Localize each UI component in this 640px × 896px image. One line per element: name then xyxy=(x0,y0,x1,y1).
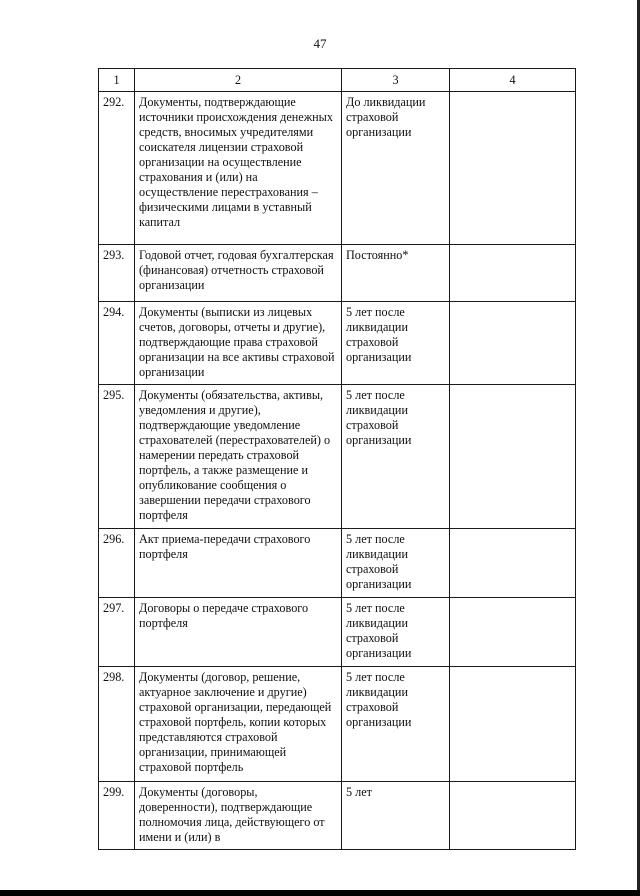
records-table xyxy=(98,68,576,850)
document-name: Документы (договоры, доверенности), подтверждающие полномочия лица, действующего от имени и (или) в xyxy=(135,782,342,850)
notes-cell xyxy=(450,245,576,302)
scan-edge-bottom xyxy=(0,890,640,896)
table-row xyxy=(99,782,576,850)
table-row xyxy=(99,385,576,529)
retention-term: 5 лет после ликвидации страховой организации xyxy=(342,598,450,667)
column-header-1: 1 xyxy=(99,69,135,92)
row-number: 296. xyxy=(99,529,135,598)
document-name: Документы, подтверждающие источники происхождения денежных средств, вносимых учредителями соискателя лицензии страховой организации на осуществление страхования и (или) на осуществление перестрахования – физическими лицами в уставный капитал xyxy=(135,92,342,245)
table-row xyxy=(99,667,576,782)
document-name: Документы (обязательства, активы, уведомления и другие), подтверждающие уведомление страхователей (перестрахователей) о намерении передать страховой портфель, а также размещение и опубликование сообщения о завершении передачи страхового портфеля xyxy=(135,385,342,529)
notes-cell xyxy=(450,92,576,245)
column-header-4: 4 xyxy=(450,69,576,92)
table-row xyxy=(99,302,576,385)
row-number: 298. xyxy=(99,667,135,782)
table-row xyxy=(99,598,576,667)
document-name: Акт приема-передачи страхового портфеля xyxy=(135,529,342,598)
table-header-row xyxy=(99,69,576,92)
table-row xyxy=(99,245,576,302)
row-number: 294. xyxy=(99,302,135,385)
notes-cell xyxy=(450,529,576,598)
table-row xyxy=(99,92,576,245)
document-name: Годовой отчет, годовая бухгалтерская (финансовая) отчетность страховой организации xyxy=(135,245,342,302)
notes-cell xyxy=(450,782,576,850)
notes-cell xyxy=(450,667,576,782)
notes-cell xyxy=(450,302,576,385)
row-number: 292. xyxy=(99,92,135,245)
row-number: 293. xyxy=(99,245,135,302)
notes-cell xyxy=(450,598,576,667)
row-number: 295. xyxy=(99,385,135,529)
column-header-3: 3 xyxy=(342,69,450,92)
column-header-2: 2 xyxy=(135,69,342,92)
document-name: Договоры о передаче страхового портфеля xyxy=(135,598,342,667)
table-row xyxy=(99,529,576,598)
retention-term: 5 лет после ликвидации страховой организации xyxy=(342,667,450,782)
document-name: Документы (выписки из лицевых счетов, договоры, отчеты и другие), подтверждающие права страховой организации на все активы страховой организации xyxy=(135,302,342,385)
row-number: 299. xyxy=(99,782,135,850)
retention-term: 5 лет xyxy=(342,782,450,850)
retention-term: 5 лет после ликвидации страховой организации xyxy=(342,529,450,598)
page-number: 47 xyxy=(313,36,327,51)
retention-term: 5 лет после ликвидации страховой организации xyxy=(342,302,450,385)
notes-cell xyxy=(450,385,576,529)
row-number: 297. xyxy=(99,598,135,667)
retention-term: 5 лет после ликвидации страховой организации xyxy=(342,385,450,529)
retention-term: Постоянно* xyxy=(342,245,450,302)
retention-term: До ликвидации страховой организации xyxy=(342,92,450,245)
document-name: Документы (договор, решение, актуарное заключение и другие) страховой организации, передающей страховой портфель, копии которых представляются страховой организации, принимающей страховой портфель xyxy=(135,667,342,782)
